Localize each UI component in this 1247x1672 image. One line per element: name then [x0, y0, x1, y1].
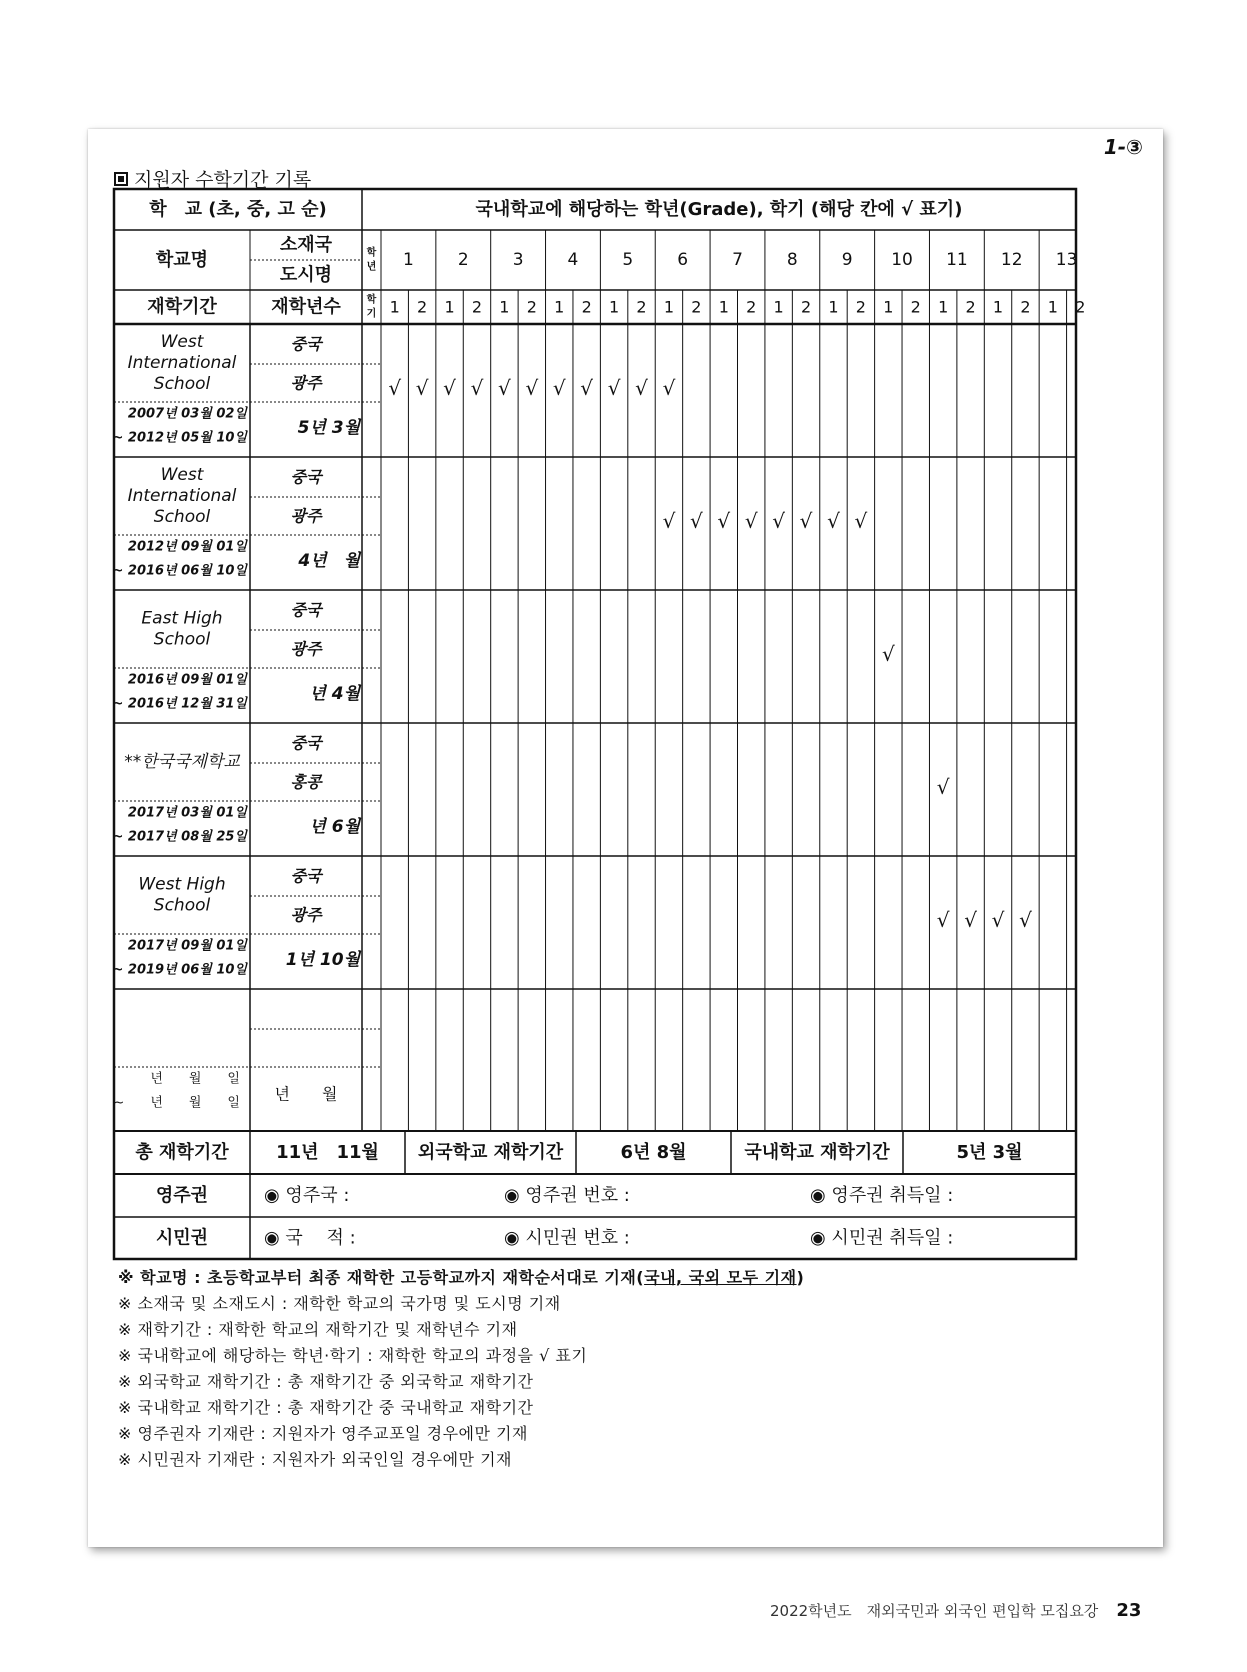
note-line: ※ 외국학교 재학기간 : 총 재학기간 중 외국학교 재학기간	[118, 1372, 534, 1391]
grade-label: 학	[366, 247, 377, 259]
check-mark: √	[388, 376, 402, 400]
city-value: 광주	[290, 639, 322, 659]
years-value: 5년 3월	[297, 418, 360, 438]
check-mark: √	[827, 509, 840, 533]
check-mark: √	[991, 908, 1005, 932]
school-name: East High	[141, 608, 223, 629]
years-value: 년 4월	[309, 684, 360, 704]
country-value: 중국	[290, 733, 322, 753]
years-value: 년 6월	[309, 817, 360, 837]
note-line: ※ 영주권자 기재란 : 지원자가 영주교포일 경우에만 기재	[118, 1424, 528, 1443]
semester-number: 2	[855, 297, 866, 317]
semester-number: 2	[526, 297, 537, 317]
footer-title: 2022학년도 재외국민과 외국인 편입학 모집요강	[770, 1602, 1099, 1620]
grade-number: 3	[512, 250, 524, 270]
semester-number: 1	[1047, 297, 1058, 317]
period-from: 2017년 03월 01일	[127, 805, 247, 821]
semester-number: 2	[800, 297, 812, 317]
period-to: ~ 2016년 06월 10일	[112, 563, 247, 579]
check-mark: √	[772, 509, 786, 533]
semester-number: 2	[910, 297, 921, 317]
permanent-field: ◉ 영주권 취득일 :	[810, 1185, 954, 1206]
form-page	[88, 129, 1163, 1547]
note-line: ※ 국내학교 재학기간 : 총 재학기간 중 국내학교 재학기간	[118, 1398, 534, 1417]
semester-number: 2	[1020, 297, 1031, 317]
page-mark: 1-③	[1103, 135, 1143, 159]
check-mark: √	[744, 509, 758, 533]
grade-number: 9	[841, 250, 853, 270]
school-name: School	[153, 507, 211, 527]
note-line: ※ 소재국 및 소재도시 : 재학한 학교의 국가명 및 도시명 기재	[118, 1294, 561, 1313]
country-value: 중국	[290, 467, 322, 487]
check-mark: √	[635, 376, 648, 400]
period-from: 2017년 09월 01일	[127, 938, 247, 954]
period-to: ~ 2019년 06월 10일	[112, 962, 247, 978]
section-title-text: 지원자 수학기간 기록	[134, 169, 312, 191]
period-to: ~ 2016년 12월 31일	[112, 696, 247, 712]
country-header: 소재국	[279, 234, 333, 256]
grade-number: 7	[732, 250, 743, 270]
city-value: 광주	[290, 373, 322, 393]
period-to: ~ 2012년 05월 10일	[112, 430, 247, 446]
semester-number: 2	[581, 297, 592, 317]
school-name: School	[153, 629, 211, 650]
semester-number: 1	[938, 297, 949, 317]
semester-number: 1	[389, 297, 400, 317]
note-line: ※ 시민권자 기재란 : 지원자가 외국인일 경우에만 기재	[118, 1450, 512, 1469]
domestic-label: 국내학교 재학기간	[744, 1142, 890, 1163]
years-header: 재학년수	[271, 296, 341, 318]
semester-number: 2	[965, 297, 976, 317]
semester-number: 1	[773, 297, 784, 317]
years-value: 1년 10월	[285, 950, 360, 970]
grade-number: 8	[786, 250, 798, 270]
semester-number: 1	[828, 297, 839, 317]
check-mark: √	[662, 509, 676, 533]
check-mark: √	[964, 908, 977, 932]
period-from: 2016년 09월 01일	[127, 672, 247, 688]
years-value: 년 월	[274, 1084, 338, 1104]
citizenship-label: 시민권	[155, 1227, 209, 1249]
permanent-label: 영주권	[155, 1185, 209, 1206]
grade-number: 10	[891, 250, 913, 270]
grade-number: 13	[1055, 250, 1078, 270]
foreign-value: 6년 8월	[620, 1142, 687, 1163]
period-from: 2012년 09월 01일	[127, 539, 247, 555]
permanent-field: ◉ 영주권 번호 :	[504, 1185, 630, 1206]
semester-number: 2	[691, 297, 702, 317]
grade-number: 12	[1000, 250, 1023, 270]
semester-number: 2	[1075, 297, 1086, 317]
check-mark: √	[607, 376, 621, 400]
grade-number: 4	[567, 250, 579, 270]
city-value: 광주	[290, 905, 322, 925]
school-name: School	[153, 895, 211, 916]
check-mark: √	[443, 376, 456, 400]
city-header: 도시명	[279, 264, 333, 286]
school-name: **한국국제학교	[124, 752, 240, 772]
note-underline: 국내, 국외 모두 기재	[644, 1268, 797, 1287]
citizenship-field: ◉ 시민권 번호 :	[504, 1227, 630, 1249]
page-footer	[770, 1600, 1141, 1621]
semester-number: 1	[883, 297, 894, 317]
check-mark: √	[689, 509, 703, 533]
city-value: 광주	[290, 506, 322, 526]
study-period-table	[88, 129, 1163, 1249]
semester-number: 1	[609, 297, 620, 317]
check-mark: √	[936, 908, 950, 932]
check-mark: √	[854, 509, 868, 533]
total-value: 11년 11월	[276, 1142, 379, 1163]
check-mark: √	[662, 376, 676, 400]
check-mark: √	[580, 376, 594, 400]
check-mark: √	[1019, 908, 1032, 932]
check-mark: √	[881, 642, 895, 666]
check-mark: √	[415, 376, 429, 400]
grade-label: 년	[366, 261, 377, 273]
country-value: 중국	[290, 866, 322, 886]
notes	[118, 1265, 804, 1473]
grade-number: 1	[403, 250, 414, 270]
grade-number: 2	[457, 250, 469, 270]
school-name: West	[160, 332, 204, 352]
grade-caption-header: 국내학교에 해당하는 학년(Grade), 학기 (해당 칸에 √ 표기)	[475, 199, 963, 220]
semester-label: 기	[366, 308, 377, 320]
semester-number: 1	[992, 297, 1004, 317]
city-value: 홍콩	[290, 772, 322, 792]
semester-number: 2	[471, 297, 483, 317]
citizenship-field: ◉ 국 적 :	[264, 1227, 356, 1249]
foreign-label: 외국학교 재학기간	[417, 1142, 564, 1163]
semester-label: 학	[366, 294, 377, 306]
grade-number: 5	[622, 250, 634, 270]
school-order-header: 학 교 (초, 중, 고 순)	[149, 199, 327, 220]
period-from: 년 월 일	[150, 1071, 240, 1087]
check-mark: √	[552, 376, 566, 400]
grade-number: 6	[677, 250, 689, 270]
semester-number: 1	[554, 297, 565, 317]
grade-number: 11	[946, 250, 968, 270]
check-mark: √	[717, 509, 731, 533]
permanent-field: ◉ 영주국 :	[264, 1185, 350, 1206]
table-border	[114, 189, 1076, 1259]
citizenship-field: ◉ 시민권 취득일 :	[810, 1227, 954, 1249]
domestic-value: 5년 3월	[956, 1142, 1023, 1163]
period-from: 2007년 03월 02일	[127, 406, 247, 422]
semester-number: 2	[636, 297, 647, 317]
school-name: International	[127, 353, 237, 373]
period-header: 재학기간	[147, 296, 217, 318]
page-number: 23	[1116, 1600, 1142, 1621]
total-label: 총 재학기간	[135, 1142, 229, 1163]
school-name: West High	[138, 874, 226, 895]
country-value: 중국	[290, 334, 322, 354]
school-name: West	[160, 465, 204, 485]
school-name: International	[127, 486, 237, 506]
school-name-header: 학교명	[155, 249, 209, 271]
semester-number: 2	[746, 297, 757, 317]
country-value: 중국	[290, 600, 322, 620]
school-name: School	[153, 374, 211, 394]
semester-number: 1	[444, 297, 455, 317]
semester-number: 1	[663, 297, 675, 317]
check-mark: √	[525, 376, 539, 400]
semester-number: 1	[499, 297, 510, 317]
note-line: ※ 국내학교에 해당하는 학년·학기 : 재학한 학교의 과정을 √ 표기	[118, 1346, 588, 1365]
period-to: ~ 2017년 08월 25일	[112, 829, 247, 845]
semester-number: 1	[718, 297, 729, 317]
check-mark: √	[498, 376, 511, 400]
note-line: ※ 학교명 : 초등학교부터 최종 재학한 고등학교까지 재학순서대로 기재(국내, 국외 모두 기재)	[118, 1268, 805, 1287]
period-to: ~ 년 월 일	[113, 1095, 240, 1111]
check-mark: √	[799, 509, 813, 533]
check-mark: √	[470, 376, 484, 400]
check-mark: √	[936, 775, 950, 799]
years-value: 4년 월	[298, 551, 360, 571]
note-line: ※ 재학기간 : 재학한 학교의 재학기간 및 재학년수 기재	[118, 1320, 518, 1339]
semester-number: 2	[417, 297, 428, 317]
